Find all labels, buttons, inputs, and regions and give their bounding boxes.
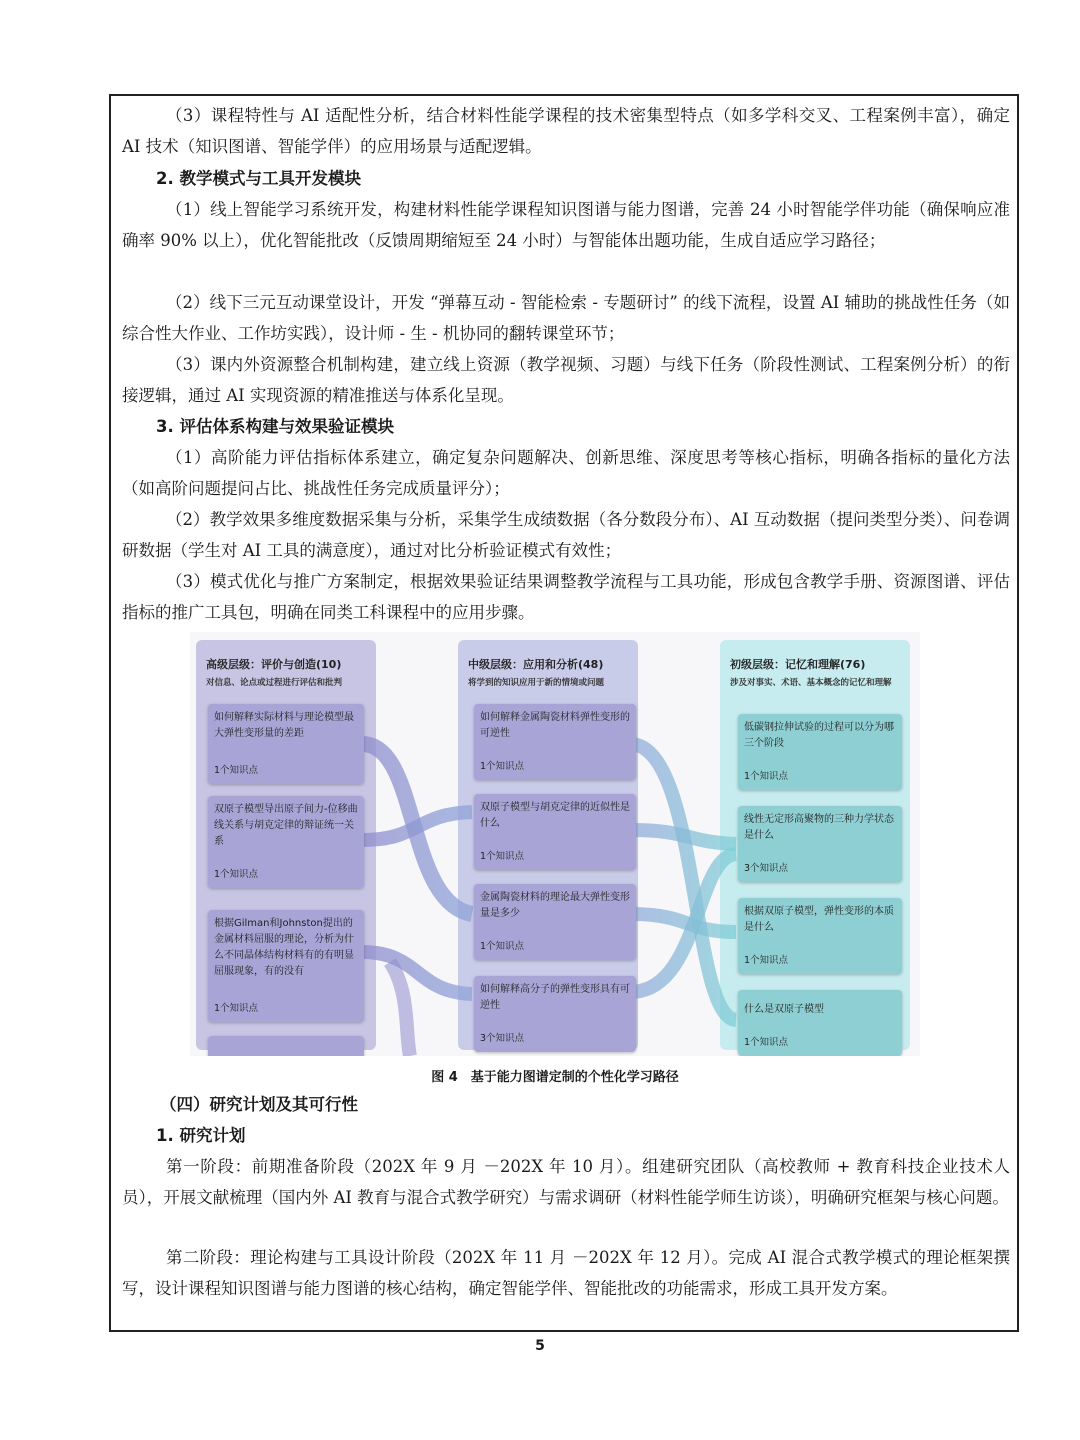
column-intermediate-subtitle: 将学到的知识应用于新的情境或问题	[468, 678, 605, 688]
paragraph-3: （2）线下三元互动课堂设计，开发 “弹幕互动 - 智能检索 - 专题研讨” 的线下流程，设置 AI 辅助的挑战性任务（如综合性大作业、工作坊实践），设计师 - 生 - 机协同的翻转课堂环节；	[122, 293, 1010, 343]
card-intermediate-4	[474, 976, 636, 1052]
card-count: 1个知识点	[744, 955, 789, 966]
card-question: 如何解释金属陶瓷材料弹性变形的可逆性	[480, 712, 630, 739]
page-number: 5	[535, 1338, 545, 1354]
paragraph-6: （2）教学效果多维度数据采集与分析，采集学生成绩数据（各分数段分布）、AI 互动数据（提问类型分类）、问卷调研数据（学生对 AI 工具的满意度），通过对比分析验证模式有效性；	[122, 510, 1010, 560]
flow-b3-c3	[630, 914, 736, 932]
card-question: 如何解释高分子的弹性变形具有可逆性	[480, 984, 630, 1011]
card-advanced-1	[208, 704, 364, 784]
card-question: 金属陶瓷材料的理论最大弹性变形量是多少	[480, 892, 630, 919]
card-count: 1个知识点	[214, 869, 259, 880]
card-advanced-3	[208, 910, 364, 1022]
card-question: 如何解释实际材料与理论模型最大弹性变形量的差距	[214, 712, 354, 739]
paragraph-8: 第一阶段：前期准备阶段（202X 年 9 月 －202X 年 10 月）。组建研究团队（高校教师 + 教育科技企业技术人员），开展文献梳理（国内外 AI 教育与混合式教学研究）与需求调研（材料性能学师生访谈），明确研究框架与核心问题。	[122, 1157, 1010, 1207]
card-basic-3	[738, 898, 902, 974]
paragraph-1: （3）课程特性与 AI 适配性分析，结合材料性能学课程的技术密集型特点（如多学科交叉、工程案例丰富），确定 AI 技术（知识图谱、智能学伴）的应用场景与适配逻辑。	[122, 106, 1010, 156]
card-question: 双原子模型与胡克定律的近似性是什么	[480, 802, 630, 829]
card-basic-4	[738, 990, 902, 1056]
card-count: 1个知识点	[744, 771, 789, 782]
section-heading-2: 2. 教学模式与工具开发模块	[156, 169, 361, 188]
column-intermediate-title: 中级层级：应用和分析(48)	[468, 658, 604, 671]
section-heading-3: 3. 评估体系构建与效果验证模块	[156, 417, 394, 436]
card-count: 1个知识点	[214, 765, 259, 776]
paragraph-5: （1）高阶能力评估指标体系建立，确定复杂问题解决、创新思维、深度思考等核心指标，明确各指标的量化方法（如高阶问题提问占比、挑战性任务完成质量评分）；	[122, 448, 1010, 498]
card-count: 1个知识点	[744, 1037, 789, 1048]
card-basic-1	[738, 714, 902, 790]
section-heading-4: （四）研究计划及其可行性	[160, 1095, 358, 1114]
card-question: 根据双原子模型，弹性变形的本质是什么	[744, 906, 894, 933]
card-count: 1个知识点	[480, 941, 525, 952]
column-basic-subtitle: 涉及对事实、术语、基本概念的记忆和理解	[730, 678, 892, 688]
figure-caption: 图 4 基于能力图谱定制的个性化学习路径	[431, 1070, 679, 1085]
paragraph-4: （3）课内外资源整合机制构建，建立线上资源（教学视频、习题）与线下任务（阶段性测试、工程案例分析）的衔接逻辑，通过 AI 实现资源的精准推送与体系化呈现。	[122, 355, 1010, 405]
card-intermediate-3	[474, 884, 636, 960]
card-question: 低碳钢拉伸试验的过程可以分为哪三个阶段	[744, 722, 894, 749]
card-advanced-partial	[208, 1036, 364, 1056]
card-question: 双原子模型导出原子间力-位移曲线关系与胡克定律的辩证统一关系	[214, 804, 358, 847]
card-count: 1个知识点	[480, 761, 525, 772]
section-heading-5: 1. 研究计划	[156, 1126, 246, 1145]
flow-b1-c4	[630, 744, 736, 1020]
card-count: 1个知识点	[214, 1003, 259, 1014]
paragraph-9: 第二阶段：理论构建与工具设计阶段（202X 年 11 月 －202X 年 12 月）。完成 AI 混合式教学模式的理论框架撰写，设计课程知识图谱与能力图谱的核心结构，确定智能学伴、智能批改的功能需求，形成工具开发方案。	[122, 1248, 1010, 1298]
card-question: 线性无定形高聚物的三种力学状态是什么	[744, 814, 894, 841]
paragraph-2: （1）线上智能学习系统开发，构建材料性能学课程知识图谱与能力图谱，完善 24 小时智能学伴功能（确保响应准确率 90% 以上），优化智能批改（反馈周期缩短至 24 小时）与智能体出题功能，生成自适应学习路径；	[122, 200, 1010, 250]
card-question: 什么是双原子模型	[744, 1004, 824, 1015]
flow-a3-down	[390, 962, 410, 1056]
card-count: 3个知识点	[480, 1033, 525, 1044]
card-count: 1个知识点	[480, 851, 525, 862]
card-advanced-2	[208, 796, 364, 888]
card-intermediate-2	[474, 794, 636, 870]
card-intermediate-1	[474, 704, 636, 780]
flow-b2-c2	[630, 830, 736, 844]
card-count: 3个知识点	[744, 863, 789, 874]
column-basic-title: 初级层级：记忆和理解(76)	[730, 658, 866, 671]
learning-path-figure	[190, 632, 920, 1056]
column-advanced-title: 高级层级：评价与创造(10)	[206, 658, 342, 671]
paragraph-7: （3）模式优化与推广方案制定，根据效果验证结果调整教学流程与工具功能，形成包含教学手册、资源图谱、评估指标的推广工具包，明确在同类工科课程中的应用步骤。	[122, 572, 1010, 622]
column-advanced-subtitle: 对信息、论点或过程进行评估和批判	[206, 678, 343, 688]
card-basic-2	[738, 806, 902, 882]
card-question: 根据Gilman和Johnston提出的金属材料屈服的理论，分析为什么不同晶体结构材料有的有明显屈服现象，有的没有	[214, 918, 354, 977]
flow-a3-b4	[362, 952, 472, 994]
